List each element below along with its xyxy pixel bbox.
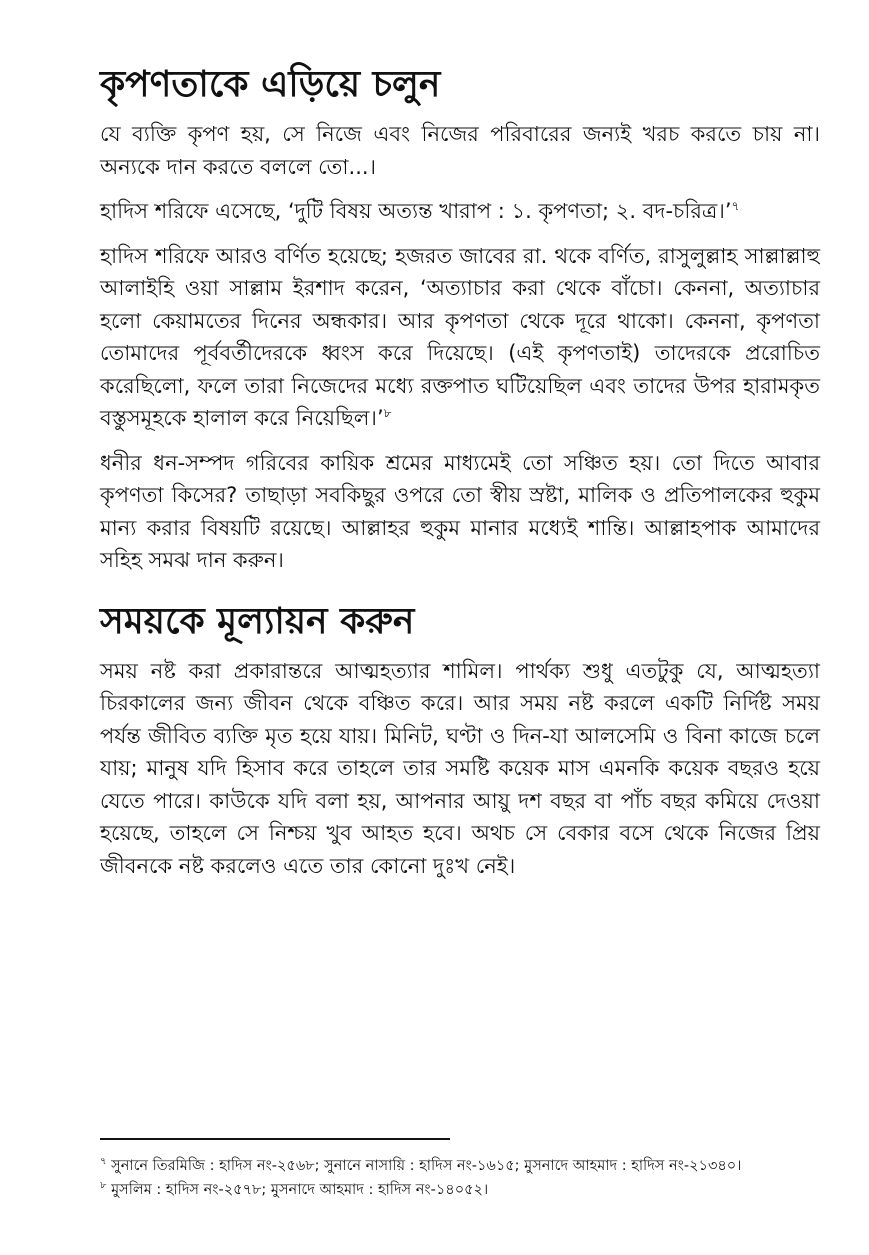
paragraph-miser-intro: যে ব্যক্তি কৃপণ হয়, সে নিজে এবং নিজের পরিবারের জন্যই খরচ করতে চায় না। অন্যকে দান করতে বললে তো...। bbox=[100, 122, 820, 179]
paragraph-wasting-time: সময় নষ্ট করা প্রকারান্তরে আত্মহত্যার শামিল। পার্থক্য শুধু এতটুকু যে, আত্মহত্যা চিরকালের জন্য জীবন থেকে বঞ্চিত করে। আর সময় নষ্ট করলে একটি নির্দিষ্ট সময় পর্যন্ত জীবিত ব্যক্তি মৃত হয়ে যায়। মিনিট, ঘণ্টা ও দিন-যা আলসেমি ও বিনা কাজে চলে যায়; মানুষ যদি হিসাব করে তাহলে তার সমষ্টি কয়েক মাস এমনকি কয়েক বছরও হয়ে যেতে পারে। কাউকে যদি বলা হয়, আপনার আয়ু দশ বছর বা পাঁচ বছর কমিয়ে দেওয়া হয়েছে, তাহলে সে নিশ্চয় খুব আহত হবে। অথচ সে বেকার বসে থেকে নিজের প্রিয় জীবনকে নষ্ট করলেও এতে তার কোনো দুঃখ নেই। bbox=[100, 658, 820, 878]
paragraph-hadith-two-bad-things bbox=[100, 195, 820, 228]
footnote-7 bbox=[100, 1154, 820, 1178]
page-body bbox=[100, 62, 820, 894]
paragraph-hadith-jaber bbox=[100, 240, 820, 435]
paragraph-text: হাদিস শরিফে আরও বর্ণিত হয়েছে; হজরত জাবের রা. থকে বর্ণিত, রাসুলুল্লাহ সাল্লাল্লাহু আলাইহি ওয়া সাল্লাম ইরশাদ করেন, ‘অত্যাচার করা থেকে বাঁচো। কেননা, অত্যাচার হলো কেয়ামতের দিনের অন্ধকার। আর কৃপণতা থেকে দূরে থাকো। কেননা, কৃপণতা তোমাদের পূর্ববর্তীদেরকে ধ্বংস করে দিয়েছে। (এই কৃপণতাই) তাদেরকে প্ররোচিত করেছিলো, ফলে তারা নিজেদের মধ্যে রক্তপাত ঘটিয়েছিল এবং তাদের উপর হারামকৃত বস্তুসমূহকে হালাল করে নিয়েছিল।’ bbox=[100, 243, 820, 430]
footnotes bbox=[100, 1138, 820, 1202]
footnote-mark-7: ৭ bbox=[100, 1156, 107, 1168]
paragraph-wealth-of-rich: ধনীর ধন-সম্পদ গরিবের কায়িক শ্রমের মাধ্যমেই তো সঞ্চিত হয়। তো দিতে আবার কৃপণতা কিসের? তাছাড়া সবকিছুর ওপরে তো স্বীয় স্রষ্টা, মালিক ও প্রতিপালকের হুকুম মান্য করার বিষয়টি রয়েছে। আল্লাহর হুকুম মানার মধ্যেই শান্তি। আল্লাহপাক আমাদের সহিহ সমঝ দান করুন। bbox=[100, 450, 820, 572]
footnote-divider bbox=[100, 1138, 450, 1140]
footnote-text: সুনানে তিরমিজি : হাদিস নং-২৫৬৮; সুনানে নাসায়ি : হাদিস নং-১৬১৫; মুসনাদে আহমাদ : হাদিস নং-২১৩৪০। bbox=[111, 1158, 742, 1174]
footnote-mark-8: ৮ bbox=[100, 1180, 107, 1192]
footnote-text: মুসলিম : হাদিস নং-২৫৭৮; মুসনাদে আহমাদ : হাদিস নং-১৪০৫২। bbox=[111, 1182, 489, 1198]
section-heading-miserliness: কৃপণতাকে এড়িয়ে চলুন bbox=[100, 64, 441, 105]
footnote-ref-7: ৭ bbox=[731, 199, 740, 213]
footnote-ref-8: ৮ bbox=[383, 406, 392, 420]
paragraph-text: হাদিস শরিফে এসেছে, ‘দুটি বিষয় অত্যন্ত খারাপ : ১. কৃপণতা; ২. বদ-চরিত্র।’ bbox=[100, 199, 732, 223]
footnote-8 bbox=[100, 1178, 820, 1202]
section-heading-value-time: সময়কে মূল্যায়ন করুন bbox=[100, 600, 415, 642]
